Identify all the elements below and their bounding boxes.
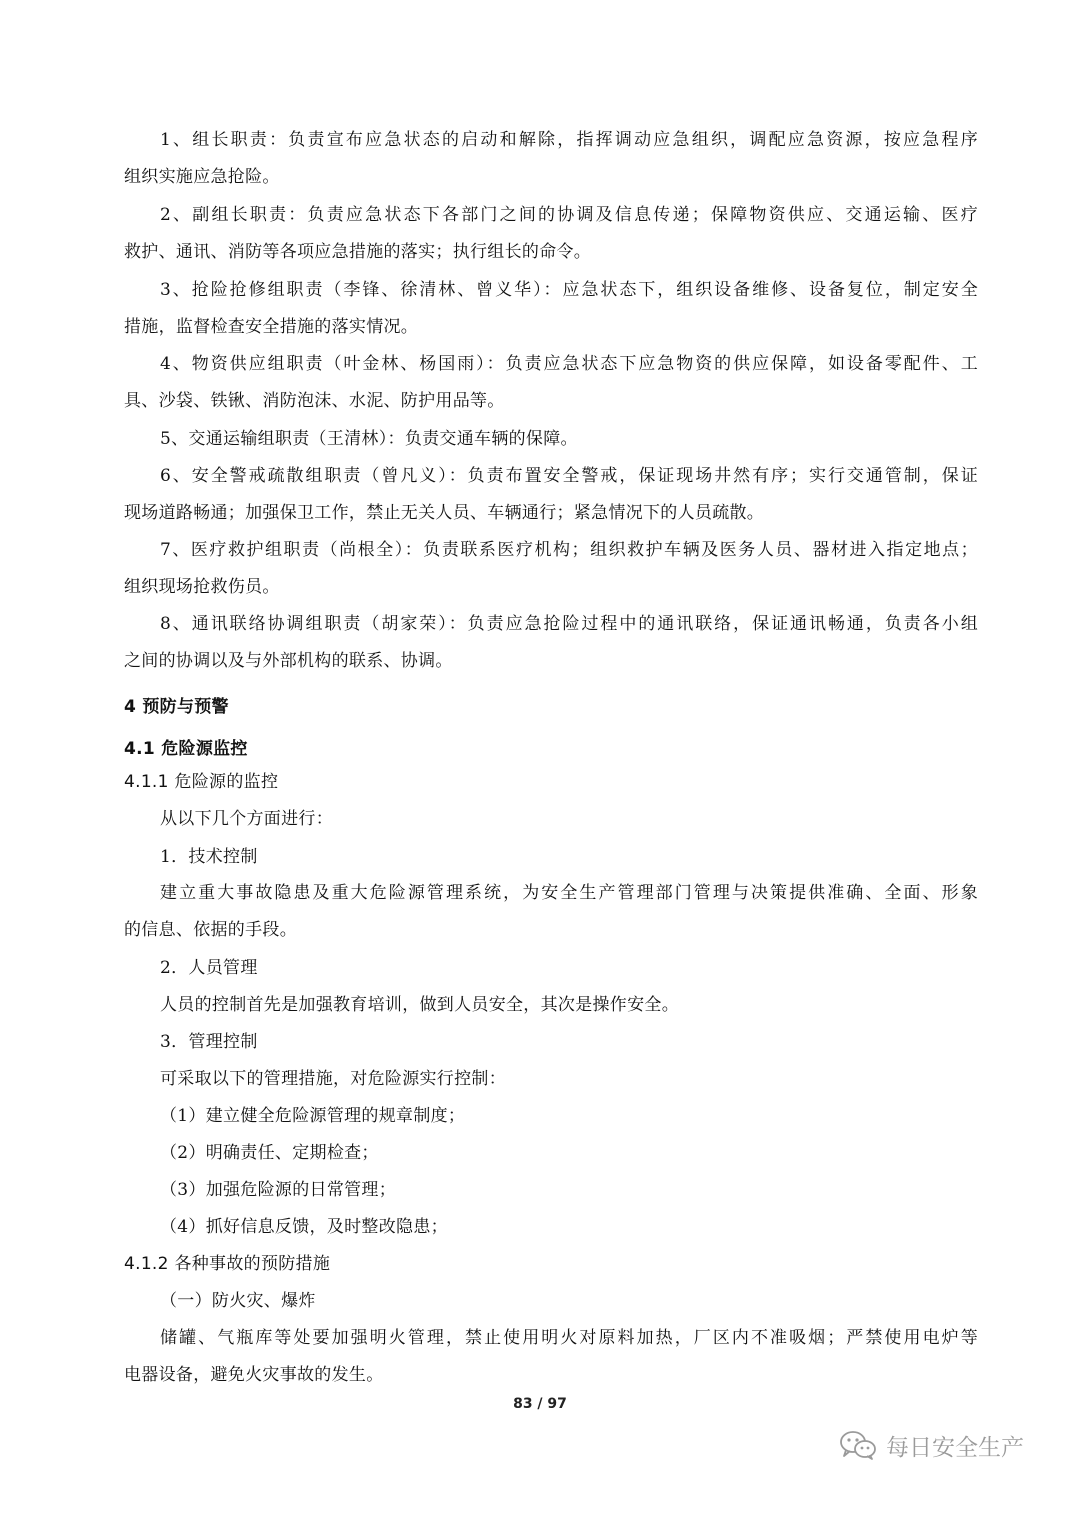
item-2-body: 人员的控制首先是加强教育培训，做到人员安全，其次是操作安全。 [160,995,679,1015]
measure-1: （1）建立健全危险源管理的规章制度； [160,1106,466,1126]
measure-3: （3）加强危险源的日常管理； [160,1180,397,1200]
duty-6-line-2: 现场道路畅通；加强保卫工作，禁止无关人员、车辆通行；紧急情况下的人员疏散。 [124,503,765,523]
item-3-body: 可采取以下的管理措施，对危险源实行控制： [160,1069,506,1089]
fire-body-line-1: 储罐、气瓶库等处要加强明火管理，禁止使用明火对原料加热，厂区内不准吸烟；严禁使用电炉等 [160,1328,978,1348]
duty-3-line-1: 3、抢险抢修组职责（李锋、徐清林、曾义华）：应急状态下，组织设备维修、设备复位，制定安全 [160,280,978,300]
duty-1-line-2: 组织实施应急抢险。 [124,167,280,187]
item-2-title: 2．人员管理 [160,958,258,978]
item-1-title: 1．技术控制 [160,847,258,867]
duty-6-line-1: 6、安全警戒疏散组职责（曾凡义）：负责布置安全警戒，保证现场井然有序；实行交通管制，保证 [160,466,978,486]
measure-2: （2）明确责任、定期检查； [160,1143,379,1163]
duty-2-line-2: 救护、通讯、消防等各项应急措施的落实；执行组长的命令。 [124,242,592,262]
section-4-1-heading: 4.1 危险源监控 [124,739,248,759]
page-number: 83 / 97 [513,1396,567,1412]
duty-7-line-2: 组织现场抢救伤员。 [124,577,280,597]
fire-title: （一）防火灾、爆炸 [160,1291,316,1311]
duty-8-line-2: 之间的协调以及与外部机构的联系、协调。 [124,651,453,671]
item-3-title: 3．管理控制 [160,1032,258,1052]
section-4-heading: 4 预防与预警 [124,697,229,717]
duty-1-line-1: 1、组长职责：负责宣布应急状态的启动和解除，指挥调动应急组织，调配应急资源，按应急程序 [160,130,978,150]
section-4-1-2-heading: 4.1.2 各种事故的预防措施 [124,1254,331,1274]
duty-3-line-2: 措施，监督检查安全措施的落实情况。 [124,317,419,337]
duty-8-line-1: 8、通讯联络协调组职责（胡家荣）：负责应急抢险过程中的通讯联络，保证通讯畅通，负责各小组 [160,614,978,634]
item-1-body-line-2: 的信息、依据的手段。 [124,920,297,940]
duty-4-line-2: 具、沙袋、铁锹、消防泡沫、水泥、防护用品等。 [124,391,505,411]
item-1-body-line-1: 建立重大事故隐患及重大危险源管理系统，为安全生产管理部门管理与决策提供准确、全面、形象 [160,883,978,903]
wechat-icon [838,1429,878,1461]
duty-2-line-1: 2、副组长职责：负责应急状态下各部门之间的协调及信息传递；保障物资供应、交通运输、医疗 [160,205,978,225]
duty-4-line-1: 4、物资供应组职责（叶金林、杨国雨）：负责应急状态下应急物资的供应保障，如设备零配件、工 [160,354,978,374]
duty-5-line-1: 5、交通运输组职责（王清林）：负责交通车辆的保障。 [160,429,578,449]
intro-text: 从以下几个方面进行： [160,809,333,829]
watermark-text: 每日安全生产 [886,1434,1024,1461]
watermark [838,1427,1024,1463]
fire-body-line-2: 电器设备，避免火灾事故的发生。 [124,1365,384,1385]
measure-4: （4）抓好信息反馈，及时整改隐患； [160,1217,448,1237]
section-4-1-1-heading: 4.1.1 危险源的监控 [124,772,279,792]
duty-7-line-1: 7、医疗救护组职责（尚根全）：负责联系医疗机构；组织救护车辆及医务人员、器材进入指定地点； [160,540,978,560]
